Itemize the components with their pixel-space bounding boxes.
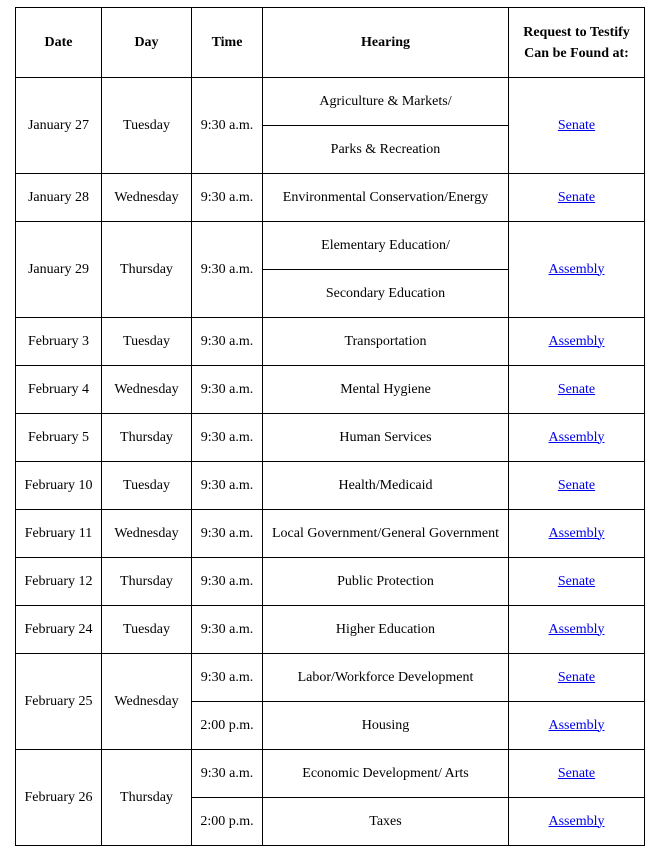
time-cell: 9:30 a.m. <box>192 462 263 510</box>
date-cell: January 29 <box>16 222 102 318</box>
assembly-link[interactable]: Assembly <box>548 813 605 829</box>
assembly-link[interactable]: Assembly <box>548 261 605 277</box>
hearing-cell: Environmental Conservation/Energy <box>263 174 509 222</box>
hearing-cell: Labor/Workforce Development <box>263 654 509 702</box>
time-cell: 9:30 a.m. <box>192 174 263 222</box>
hearing-cell: Taxes <box>263 798 509 846</box>
table-row <box>16 222 645 270</box>
hearing-schedule-table <box>15 7 645 846</box>
time-cell: 9:30 a.m. <box>192 510 263 558</box>
table-row <box>16 174 645 222</box>
date-cell: February 10 <box>16 462 102 510</box>
senate-link[interactable]: Senate <box>557 765 596 781</box>
date-cell: February 12 <box>16 558 102 606</box>
assembly-link[interactable]: Assembly <box>548 525 605 541</box>
testify-link-cell <box>509 510 645 558</box>
hearing-cell: Secondary Education <box>263 270 509 318</box>
day-cell: Tuesday <box>102 78 192 174</box>
date-cell: February 24 <box>16 606 102 654</box>
date-cell: January 28 <box>16 174 102 222</box>
date-cell: February 3 <box>16 318 102 366</box>
time-cell: 9:30 a.m. <box>192 366 263 414</box>
table-row <box>16 78 645 126</box>
table-row <box>16 558 645 606</box>
table-row <box>16 606 645 654</box>
day-cell: Thursday <box>102 750 192 846</box>
senate-link[interactable]: Senate <box>557 381 596 397</box>
date-cell: February 5 <box>16 414 102 462</box>
request-header-line1: Request to Testify <box>523 24 630 40</box>
testify-link-cell <box>509 702 645 750</box>
testify-link-cell <box>509 798 645 846</box>
senate-link[interactable]: Senate <box>557 573 596 589</box>
hearing-cell: Health/Medicaid <box>263 462 509 510</box>
day-cell: Wednesday <box>102 654 192 750</box>
senate-link[interactable]: Senate <box>557 477 596 493</box>
testify-link-cell <box>509 222 645 318</box>
time-cell: 9:30 a.m. <box>192 606 263 654</box>
hearing-cell: Agriculture & Markets/ <box>263 78 509 126</box>
header-row <box>16 8 645 78</box>
date-cell: January 27 <box>16 78 102 174</box>
hearing-cell: Higher Education <box>263 606 509 654</box>
assembly-link[interactable]: Assembly <box>548 717 605 733</box>
date-cell: February 4 <box>16 366 102 414</box>
date-cell: February 25 <box>16 654 102 750</box>
column-header-time: Time <box>192 8 263 78</box>
table-row <box>16 318 645 366</box>
testify-link-cell <box>509 414 645 462</box>
hearing-cell: Elementary Education/ <box>263 222 509 270</box>
hearing-cell: Human Services <box>263 414 509 462</box>
hearing-cell: Mental Hygiene <box>263 366 509 414</box>
day-cell: Tuesday <box>102 606 192 654</box>
column-header-request-to-testify <box>509 8 645 78</box>
assembly-link[interactable]: Assembly <box>548 333 605 349</box>
testify-link-cell <box>509 318 645 366</box>
day-cell: Wednesday <box>102 174 192 222</box>
senate-link[interactable]: Senate <box>557 189 596 205</box>
hearing-cell: Housing <box>263 702 509 750</box>
hearing-cell: Local Government/General Government <box>263 510 509 558</box>
time-cell: 9:30 a.m. <box>192 78 263 174</box>
hearing-cell: Economic Development/ Arts <box>263 750 509 798</box>
time-cell: 9:30 a.m. <box>192 318 263 366</box>
testify-link-cell <box>509 558 645 606</box>
senate-link[interactable]: Senate <box>557 669 596 685</box>
time-cell: 9:30 a.m. <box>192 750 263 798</box>
hearing-cell: Transportation <box>263 318 509 366</box>
table-row <box>16 750 645 798</box>
time-cell: 2:00 p.m. <box>192 798 263 846</box>
column-header-hearing: Hearing <box>263 8 509 78</box>
assembly-link[interactable]: Assembly <box>548 429 605 445</box>
day-cell: Tuesday <box>102 462 192 510</box>
date-cell: February 11 <box>16 510 102 558</box>
time-cell: 9:30 a.m. <box>192 558 263 606</box>
table-row <box>16 510 645 558</box>
time-cell: 2:00 p.m. <box>192 702 263 750</box>
testify-link-cell <box>509 174 645 222</box>
testify-link-cell <box>509 462 645 510</box>
request-header-line2: Can be Found at: <box>524 45 629 61</box>
table-row <box>16 366 645 414</box>
day-cell: Thursday <box>102 222 192 318</box>
day-cell: Tuesday <box>102 318 192 366</box>
table-row <box>16 414 645 462</box>
day-cell: Wednesday <box>102 366 192 414</box>
time-cell: 9:30 a.m. <box>192 414 263 462</box>
time-cell: 9:30 a.m. <box>192 222 263 318</box>
senate-link[interactable]: Senate <box>557 117 596 133</box>
table-row <box>16 654 645 702</box>
testify-link-cell <box>509 750 645 798</box>
day-cell: Wednesday <box>102 510 192 558</box>
table-row <box>16 462 645 510</box>
day-cell: Thursday <box>102 558 192 606</box>
column-header-day: Day <box>102 8 192 78</box>
hearing-cell: Public Protection <box>263 558 509 606</box>
testify-link-cell <box>509 654 645 702</box>
testify-link-cell <box>509 78 645 174</box>
day-cell: Thursday <box>102 414 192 462</box>
testify-link-cell <box>509 366 645 414</box>
testify-link-cell <box>509 606 645 654</box>
time-cell: 9:30 a.m. <box>192 654 263 702</box>
assembly-link[interactable]: Assembly <box>548 621 605 637</box>
date-cell: February 26 <box>16 750 102 846</box>
column-header-date: Date <box>16 8 102 78</box>
hearing-cell: Parks & Recreation <box>263 126 509 174</box>
